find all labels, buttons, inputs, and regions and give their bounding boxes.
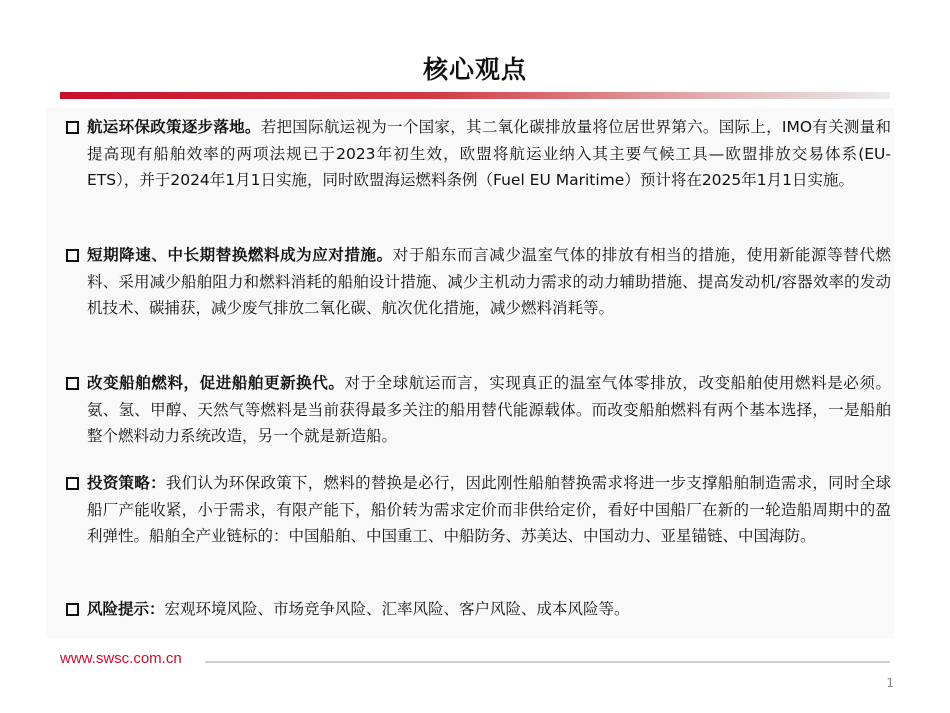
square-bullet-icon [66, 477, 79, 490]
key-point-text [87, 114, 891, 194]
key-point-text [87, 242, 891, 322]
square-bullet-icon [66, 121, 79, 134]
key-point [66, 470, 891, 550]
key-point-heading: 航运环保政策逐步落地。 [87, 118, 261, 136]
key-point [66, 596, 891, 623]
key-point [66, 370, 891, 450]
key-point [66, 242, 891, 322]
key-point-body: 对于全球航运而言，实现真正的温室气体零排放，改变船舶使用燃料是必须。氨、氢、甲醇、天然气等燃料是当前获得最多关注的船用替代能源载体。而改变船舶燃料有两个基本选择，一是船舶整个燃料动力系统改造，另一个就是新造船。 [87, 374, 891, 445]
key-point-heading: 改变船舶燃料，促进船舶更新换代。 [87, 374, 345, 392]
key-point-body: 对于船东而言减少温室气体的排放有相当的措施，使用新能源等替代燃料、采用减少船舶阻力和燃料消耗的船舶设计措施、减少主机动力需求的动力辅助措施、提高发动机/容器效率的发动机技术、碳捕获，减少废气排放二氧化碳、航次优化措施，减少燃料消耗等。 [87, 246, 891, 317]
footer-website-link[interactable]: www.swsc.com.cn [60, 650, 182, 667]
key-point-body: 我们认为环保政策下，燃料的替换是必行，因此刚性船舶替换需求将进一步支撑船舶制造需求，同时全球船厂产能收紧，小于需求，有限产能下，船价转为需求定价而非供给定价，看好中国船厂在新的一轮造船周期中的盈利弹性。船舶全产业链标的：中国船舶、中国重工、中船防务、苏美达、中国动力、亚星锚链、中国海防。 [87, 474, 891, 545]
key-point-body: 若把国际航运视为一个国家，其二氧化碳排放量将位居世界第六。国际上，IMO有关测量和提高现有船舶效率的两项法规已于2023年初生效，欧盟将航运业纳入其主要气候工具—欧盟排放交易体系(EU-ETS），并于2024年1月1日实施，同时欧盟海运燃料条例（Fuel EU Maritime）预计将在2025年1月1日实施。 [87, 118, 891, 189]
key-point-heading: 投资策略： [87, 474, 166, 492]
title-underline [60, 92, 890, 99]
key-point [66, 114, 891, 194]
key-point-heading: 短期降速、中长期替换燃料成为应对措施。 [87, 246, 393, 264]
content-panel [46, 108, 894, 638]
key-point-text [87, 470, 891, 550]
footer-divider [205, 661, 890, 663]
page-title: 核心观点 [422, 55, 527, 84]
square-bullet-icon [66, 603, 79, 616]
square-bullet-icon [66, 249, 79, 262]
square-bullet-icon [66, 377, 79, 390]
key-point-text [87, 596, 891, 623]
key-point-text [87, 370, 891, 450]
key-point-heading: 风险提示： [87, 600, 165, 618]
page-number: 1 [886, 676, 894, 690]
key-point-body: 宏观环境风险、市场竞争风险、汇率风险、客户风险、成本风险等。 [164, 600, 630, 618]
